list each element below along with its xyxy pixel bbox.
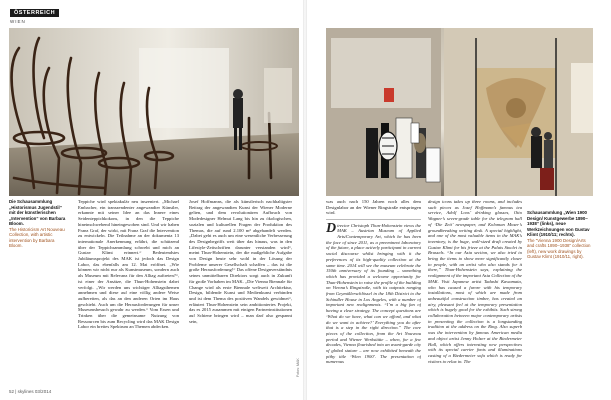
divider — [326, 219, 421, 220]
caption-english: The “Vienna 1900 Design/Arts and crafts 1890–1938” collection (left), new work drawings by Gustav Klimt (1910/11, right). — [527, 237, 591, 259]
section-tag: ÖSTERREICH — [10, 9, 59, 17]
caption-english: The Historicism Art Nouveau Collection, with artistic intervention by Barbara Bloom. — [9, 226, 65, 248]
section-subtitle: WIEN — [10, 19, 26, 24]
left-photo-caption — [9, 199, 69, 249]
left-photo — [9, 28, 299, 196]
drop-cap: D — [326, 222, 337, 236]
column-3-english — [326, 223, 421, 366]
photo-credit: Fotos: MAK — [296, 358, 300, 377]
page-gutter — [303, 0, 307, 400]
page-footer: 52 | skylines 03/2014 — [9, 389, 52, 394]
right-photo-caption — [527, 210, 594, 260]
text-column-4: design icons takes up three rooms, and includes such pieces as Josef Hoffmann’s famous tea service, Adolf Loos’ drinking glasses, Otto Wagner’s seven-grade table for the telegram hall of ‘Die Zeit’ newspaper, and Koloman Moser’s groundbreaking writing desk. A special highlight, and one of the most valuable items in the MAK’s inventory, is the huge, wall-sized draft created by Gustav Klimt for his frieze at the Palais Stoclet in Brussels. “In our Asia section, we also tried to bring the items to show more significantly closer to people, with an artist who also stands for it there,” Thun-Hohenstein says, explaining the realignment of the important Asia Collection of the MAK. Visit Japanese artist Tadashi Kawamata, who has caused a furore with his temporary installations, most of which are made from unbeautiful construction timber, has created an airy, pleasant feel at the temporary presentation which is hugely good for the exhibits. Such strong collaboration between major contemporary artists in presenting the collection is a longstanding tradition at the address on the Ring. Also superb was the intervention by famous American media and object artist Jenny Holzer at the Biedermeier Hall, which offers interesting new perspectives with its special carrier fonts and illuminations casting of a Biedermeier sofa which is ready for visitors to relax in. The — [428, 199, 522, 364]
column-3-intro: was auch nach 150 Jahren noch alles dem Designlabor an der Wiener Ringstraße entspringen wird. — [326, 199, 421, 216]
caption-bold: Die Schausammlung „Historismus Jugendstil“ mit der künstlerischen „Intervention“ von Barbara Bloom. — [9, 199, 66, 226]
text-column-3 — [326, 199, 421, 389]
chairs-image — [9, 28, 299, 196]
text-column-1: Teppiche wird spektakulär neu inszeniert. „Michael Embacher, ein transzendenter angewandter Künstler, erkannte mit seiner Idee an das Innere eines Seidenteppichkokons, in den die Teppiche hineinschwebend hineingewoben sind. Und wir haben Franz Graf, der wirkt, mit Franz Graf die Intervention zu entwickeln. Die Teilnahme an der dokumenta 13 internationale Anerkennung erfährt, die schützend über der Teppichsammlung schwebt und mich an Gustav Klimt erinnert.“ Bedeutendstes Jubiläumsprojekt des MAK ist jedoch das Design Labor, das ebenfalls am 12. Mai eröffnet. „Wie können wir nicht nur als Kunstmuseum, sondern auch als Museum mit Relevanz für den Alltag auftreten?“, ist einer der Ansätze, die Thun-Hohenstein dabei verfolgt. „Wir werden uns wichtiger Alltagsthemen annehmen und diese auf eine völlig andere Weise aufbereiten, als das an den anderen Orten im Haus geschieht. Auch um die Herausforderungen für unser Museumsbesuch gewahr zu werden.“ Vom Essen und Trinken über die gemeinsame Nutzung von Ressourcen bis zum Recycling wird das MAK Design Labor ein breites Spektrum an Themen abdecken. — [78, 199, 179, 330]
right-photo — [326, 28, 593, 196]
text-column-2: Josef Hoffmanns, die als künstlerisch nachhaltigster Beitrag der angewandten Kunst der Wiener Moderne gelten, und dem revolutionären Aufbruch von Modedesigner Helmut Lang bis hin zu ökologischen, sozialen und kulturellen Fragen der Produktion des Themas, die auf rund 2.100 m² abgehandelt werden. „Dabei geht es auch um eine wesentliche Verbesserung des Designbegriffs weit über das hinaus, was in den Lifestyle-Zeitschriften darunter verstanden wird“, meint Thun-Hohenstein, der die maßgebliche Aufgabe von Design heute sehr wohl in der Lösung der Probleme unserer Gesellschaft schaffen – das ist die große Herausforderung!“ Das offene Designverständnis seines unmittelbaren Direktors sorgt auch in Zukunft für große Vorhaben im MAK. „Die Vienna Biennale für Change wird als erste Biennale weltweit Architektur, Design, bildende Kunst und Medienkunst verbinden und ist dem Thema des positiven Wandels gewidmet“, erläutert Thun-Hohenstein sein ambitioniertes Projekt, das es 2015 zusammen mit einigen Partnerinstitutionen auf Schiene bringen wird – man darf also gespannt sein, — [189, 199, 292, 324]
caption-bold: Schausammlung „Wien 1900 Design/ Kunstgewerbe 1890–1938“ (links), neue Werkzeichnungen von Gustav Klimt (1910/11; rechts). — [527, 210, 590, 237]
column-3-body: irector Christoph Thun-Hohenstein views the MAK – Austrian Museum of Applied Arts/Contemporary Art, which he has been the face of since 2011, as a preeminent laboratory of the future, a place actively participant in current social discourse whilst bringing with it the preferences of its high-quality collection at the same time. 2014 will see the museum celebrate the 150th anniversary of its founding – something which has provided a welcome opportunity for Thun-Hohenstein to raise the profile of the building on Vienna’s Ringstraße, with its outposts ranging from Geymüllerschlössel in the 18th District to the Schindler House in Los Angeles, with a number of important new realignments. “I’m a big fan of having a clear strategy. The concept questions are ‘What do we have, what can we afford, and what do we want to achieve?’ Everything you do after that is a step in the right direction.” The core pieces of the collection, from the Art Nouveau period and Wiener Werkstätte – when, for a few decades, Vienna flourished into an avant-garde city of global stature – are now exhibited beneath the pithy title ‘Wien 1900’. The presentation of numerous — [326, 222, 421, 365]
gallery-image — [326, 28, 593, 196]
